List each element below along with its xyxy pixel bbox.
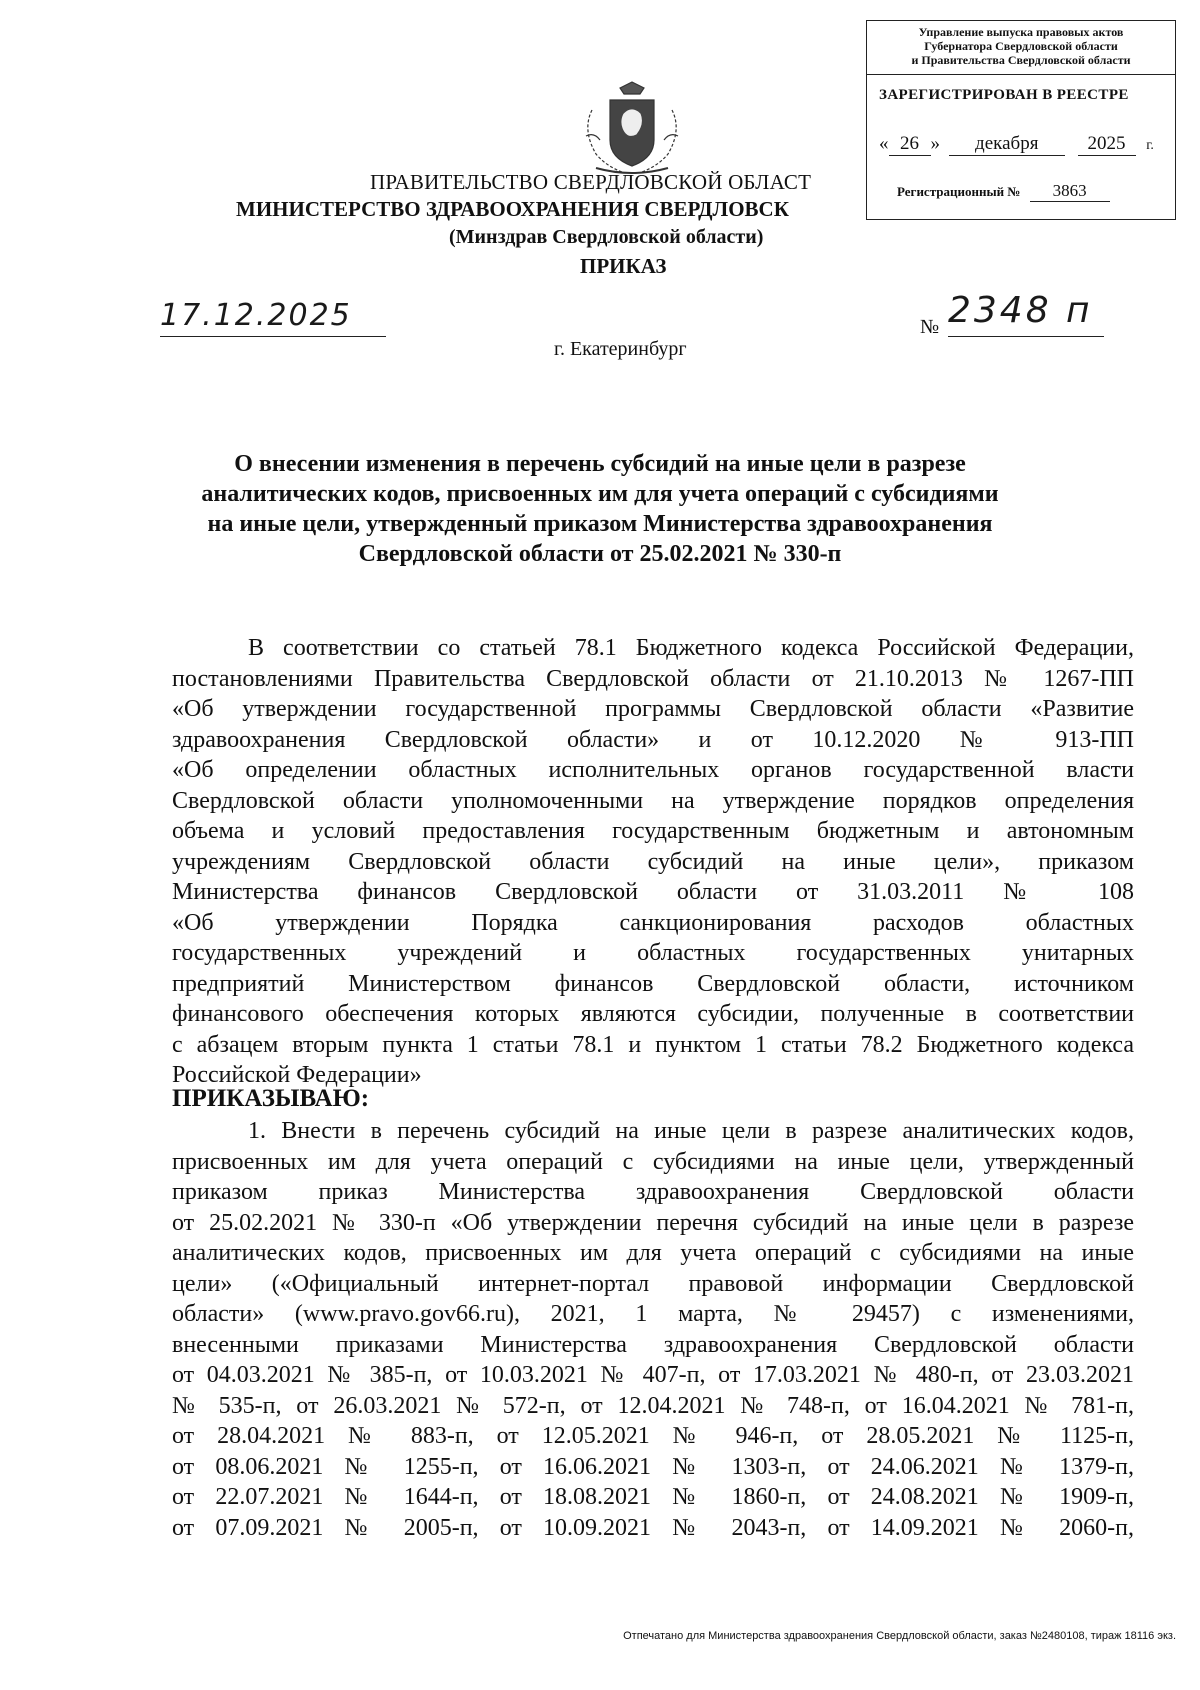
stamp-month: декабря <box>949 133 1065 156</box>
stamp-year: 2025 <box>1078 133 1136 156</box>
preamble-line: В соответствии со статьей 78.1 Бюджетного кодекса Российской Федерации, <box>248 635 1134 661</box>
order-date: 17.12.2025 <box>160 298 352 333</box>
stamp-reg-label: Регистрационный № <box>897 184 1021 199</box>
preamble-line: государственных учреждений и областных государственных унитарных <box>172 940 1134 966</box>
title-line: на иные цели, утвержденный приказом Министерства здравоохранения <box>207 511 993 537</box>
document-title <box>140 449 1060 569</box>
preamble-line: постановлениями Правительства Свердловской области от 21.10.2013 № 1267-ПП <box>172 665 1134 692</box>
stamp-quote-open: « <box>879 133 889 154</box>
item-1-line: от 25.02.2021 № 330-п «Об утверждении перечня субсидий на иные цели в разрезе <box>172 1209 1134 1236</box>
order-directive: ПРИКАЗЫВАЮ: <box>172 1085 370 1112</box>
item-1-line: от 07.09.2021 № 2005-п, от 10.09.2021 № 2043-п, от 14.09.2021 № 2060-п, <box>172 1514 1134 1541</box>
stamp-registration <box>897 181 1110 202</box>
preamble-line: Министерства финансов Свердловской области от 31.03.2011 № 108 <box>172 879 1134 905</box>
item-1-line: присвоенных им для учета операций с субсидиями на иные цели, утвержденный <box>172 1148 1134 1175</box>
stamp-year-suffix: г. <box>1146 138 1154 153</box>
preamble-line: «Об утверждении Порядка санкционирования расходов областных <box>172 909 1134 936</box>
title-line: О внесении изменения в перечень субсидий на иные цели в разрезе <box>234 451 966 477</box>
preamble-line: с абзацем вторым пункта 1 статьи 78.1 и пунктом 1 статьи 78.2 Бюджетного кодекса <box>172 1031 1134 1058</box>
preamble-line: учреждениям Свердловской области субсидий на иные цели», приказом <box>172 848 1134 875</box>
item-1-line: от 28.04.2021 № 883-п, от 12.05.2021 № 946-п, от 28.05.2021 № 1125-п, <box>172 1423 1134 1449</box>
stamp-date <box>879 133 1154 156</box>
preamble-line: здравоохранения Свердловской области» и от 10.12.2020 № 913-ПП <box>172 726 1134 753</box>
item-1-line: от 08.06.2021 № 1255-п, от 16.06.2021 № 1303-п, от 24.06.2021 № 1379-п, <box>172 1453 1134 1480</box>
preamble-line: «Об утверждении государственной программы Свердловской области «Развитие <box>172 696 1134 722</box>
item-1-paragraph <box>172 1116 1134 1543</box>
coat-of-arms-icon <box>572 80 692 180</box>
government-name: ПРАВИТЕЛЬСТВО СВЕРДЛОВСКОЙ ОБЛАСТ <box>370 170 812 194</box>
item-1-line: области» (www.pravo.gov66.ru), 2021, 1 марта, № 29457) с изменениями, <box>172 1301 1134 1327</box>
title-line: Свердловской области от 25.02.2021 № 330-п <box>358 541 842 567</box>
preamble-line: Свердловской области уполномоченными на утверждение порядков определения <box>172 787 1134 814</box>
item-1-line: цели» («Официальный интернет-портал правовой информации Свердловской <box>172 1270 1134 1297</box>
item-1-line: 1. Внести в перечень субсидий на иные цели в разрезе аналитических кодов, <box>248 1118 1134 1144</box>
preamble-line: Российской Федерации» <box>172 1062 422 1088</box>
stamp-header-line: и Правительства Свердловской области <box>911 53 1131 67</box>
ministry-short-name: (Минздрав Свердловской области) <box>449 226 764 248</box>
order-number-label: № <box>920 316 940 338</box>
stamp-header-line: Управление выпуска правовых актов <box>918 25 1124 39</box>
stamp-header <box>867 21 1175 75</box>
stamp-quote-close: » <box>930 133 940 154</box>
order-number-underline <box>948 336 1104 337</box>
preamble-line: предприятий Министерством финансов Свердловской области, источником <box>172 970 1134 997</box>
item-1-line: внесенными приказами Министерства здравоохранения Свердловской области <box>172 1331 1134 1358</box>
document-type: ПРИКАЗ <box>580 254 667 278</box>
stamp-header-line: Губернатора Свердловской области <box>924 39 1118 53</box>
stamp-reg-number: 3863 <box>1030 181 1110 202</box>
preamble-paragraph <box>172 633 1134 1091</box>
item-1-line: приказом приказ Министерства здравоохранения Свердловской области <box>172 1179 1134 1205</box>
item-1-line: аналитических кодов, присвоенных им для учета операций с субсидиями на иные <box>172 1240 1134 1266</box>
order-date-underline <box>160 336 386 337</box>
preamble-line: объема и условий предоставления государственным бюджетным и автономным <box>172 818 1134 844</box>
order-number: 2348 п <box>948 290 1093 331</box>
preamble-line: «Об определении областных исполнительных органов государственной власти <box>172 757 1134 783</box>
print-footer: Отпечатано для Министерства здравоохранения Свердловской области, заказ №2480108, тираж 18116 экз. <box>623 1630 1176 1642</box>
item-1-line: № 535-п, от 26.03.2021 № 572-п, от 12.04.2021 № 748-п, от 16.04.2021 № 781-п, <box>172 1392 1134 1419</box>
preamble-line: финансового обеспечения которых являются субсидии, полученные в соответствии <box>172 1001 1134 1027</box>
stamp-registered-label: ЗАРЕГИСТРИРОВАН В РЕЕСТРЕ <box>879 87 1129 103</box>
ministry-name: МИНИСТЕРСТВО ЗДРАВООХРАНЕНИЯ СВЕРДЛОВСК <box>236 197 789 221</box>
stamp-day: 26 <box>889 133 931 156</box>
title-line: аналитических кодов, присвоенных им для учета операций с субсидиями <box>201 481 999 507</box>
registration-stamp <box>866 20 1176 220</box>
item-1-line: от 22.07.2021 № 1644-п, от 18.08.2021 № 1860-п, от 24.08.2021 № 1909-п, <box>172 1484 1134 1510</box>
order-city: г. Екатеринбург <box>554 338 687 360</box>
item-1-line: от 04.03.2021 № 385-п, от 10.03.2021 № 407-п, от 17.03.2021 № 480-п, от 23.03.2021 <box>172 1362 1134 1388</box>
